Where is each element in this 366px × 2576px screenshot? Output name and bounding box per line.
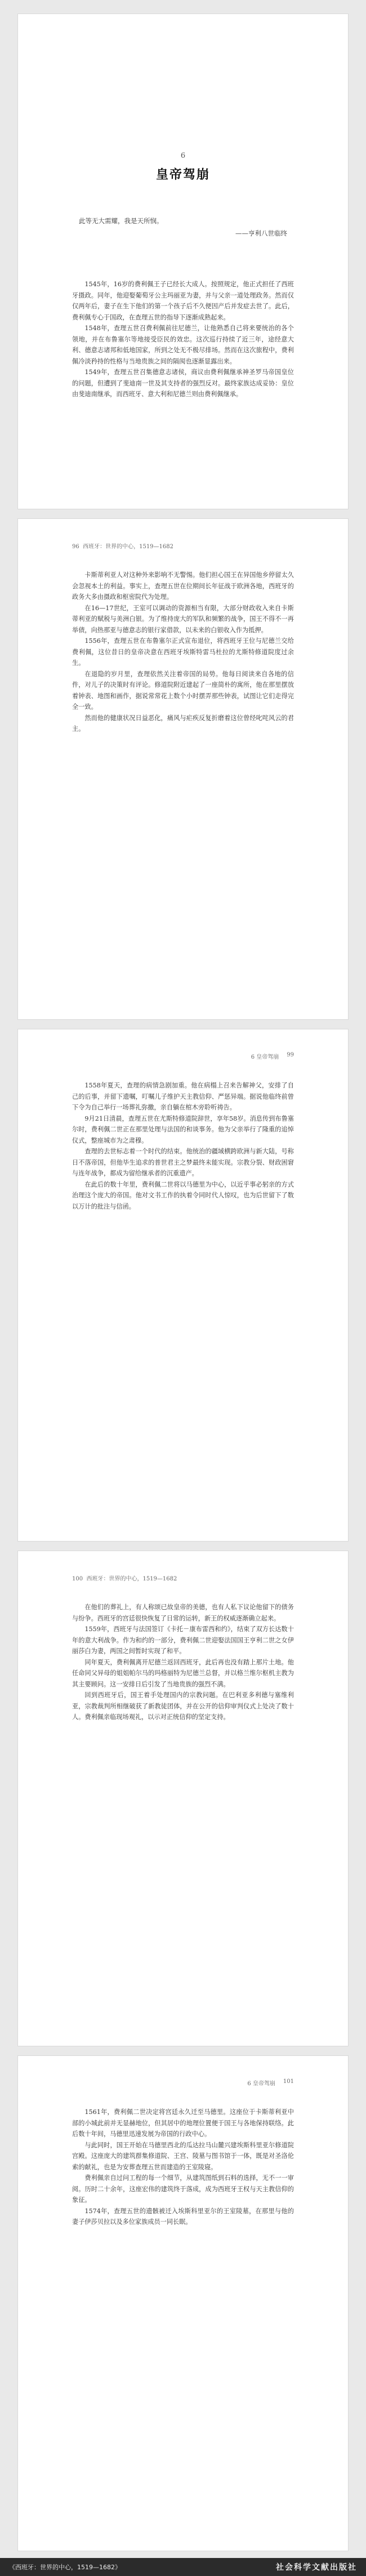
paragraph: 回到西班牙后，国王着手处理国内的宗教问题。在巴利亚多利德与塞维利亚，宗教裁判所相继破获了新教徒团体，并在公开的信仰审判仪式上处决了数十人。费利佩亲临现场观礼，以示对正统信仰的坚定支持。 [72, 1691, 294, 1721]
paragraph: 在此后的数十年里，费利佩二世将以马德里为中心，以近乎事必躬亲的方式治理这个庞大的帝国。他对文书工作的执着令同时代人惊叹，也为后世留下了数以万计的批注与信函。 [72, 1180, 294, 1210]
page-number: 96 西班牙：世界的中心，1519—1682 [72, 544, 173, 550]
paragraph: 1545年，16岁的费利佩王子已经长大成人。按照规定，他正式担任了西班牙摄政。同年，他迎娶葡萄牙公主玛丽亚为妻，并与父亲一道处理政务。然而仅仅两年后，妻子在生下他们的第一个孩子后不久便因产后并发症去世了。此后，费利佩专心于国政，在查理五世的指导下逐渐成熟起来。 [72, 281, 294, 321]
book-title-link[interactable]: 《西班牙：世界的中心，1519—1682》 [9, 2564, 121, 2571]
reader-footer-bar [0, 2558, 366, 2576]
page-number: 100 西班牙：世界的中心，1519—1682 [72, 1576, 177, 1582]
paragraph: 1574年，查理五世的遗骸被迁入埃斯科里亚尔的王室陵墓，在那里与他的妻子伊莎贝拉以及多位家族成员一同长眠。 [72, 2207, 294, 2226]
running-title: 西班牙：世界的中心，1519—1682 [83, 544, 173, 550]
paragraph: 同年夏天，费利佩离开尼德兰返回西班牙，此后再也没有踏上那片土地。他任命同父异母的姐姐帕尔马的玛格丽特为尼德兰总督，并以格兰维尔枢机主教为其主要顾问。这一安排日后引发了当地贵族的强烈不满。 [72, 1658, 294, 1688]
running-title: 6 皇帝驾崩 [251, 1054, 279, 1060]
running-title: 6 皇帝驾崩 [247, 2081, 275, 2087]
publisher-logo: 社会科学文献出版社 [276, 2563, 357, 2572]
book-page-2 [17, 518, 349, 1020]
paragraph: 费利佩亲自过问工程的每一个细节，从建筑图纸到石料的选择，无不一一审阅。历时二十余年，这座宏伟的建筑终于落成，成为西班牙王权与天主教信仰的象征。 [72, 2174, 294, 2204]
chapter-title: 皇帝驾崩 [155, 167, 210, 182]
paragraph: 在16—17世纪，王室可以调动的资源相当有限，大部分财政收入来自卡斯蒂利亚的赋税与美洲白银。为了维持庞大的军队和频繁的战争，国王不得不一再举债，向热那亚与德意志的银行家借款，以未来的白银收入作为抵押。 [72, 604, 294, 634]
page-body [72, 570, 294, 735]
running-header [72, 541, 294, 550]
book-page-1 [17, 14, 349, 509]
epigraph-text: 此等无大需耀，我是天所悯。 [79, 217, 163, 225]
paragraph: 1558年夏天，查理的病情急剧加重。他在病榻上召来告解神父，安排了自己的后事，并留下遗嘱，叮嘱儿子维护天主教信仰、严惩异端。据说他临终前曾下令为自己举行一场葬礼弥撒，亲自躺在棺木旁聆听祷告。 [72, 1082, 294, 1111]
running-title: 西班牙：世界的中心，1519—1682 [86, 1576, 177, 1582]
paragraph: 1549年，查理五世召集德意志诸侯，商议由费利佩继承神圣罗马帝国皇位的问题，但遭到了斐迪南一世及其支持者的强烈反对。最终家族达成妥协：皇位由斐迪南继承，而西班牙、意大利和尼德兰则由费利佩继承。 [72, 368, 294, 398]
paragraph: 查理的去世标志着一个时代的结束。他统治的疆域横跨欧洲与新大陆，号称日不落帝国，但他毕生追求的普世君主之梦最终未能实现。宗教分裂、财政困窘与连年战争，都成为留给继承者的沉重遗产。 [72, 1148, 294, 1177]
book-page-3 [17, 1029, 349, 1542]
running-header [72, 1574, 294, 1582]
paragraph: 9月21日清晨，查理五世在尤斯特修道院辞世，享年58岁。消息传到布鲁塞尔时，费利佩二世正在那里处理与法国的和谈事务。他为父亲举行了隆重的追悼仪式，整座城市为之肃穆。 [72, 1114, 294, 1144]
page-body [72, 1080, 294, 1212]
paragraph: 然而他的健康状况日益恶化，痛风与疟疾反复折磨着这位曾经叱咤风云的君主。 [72, 714, 294, 732]
paragraph: 在他们的葬礼上，有人称颂已故皇帝的美德，也有人私下议论他留下的债务与纷争。西班牙的宫廷很快恢复了日常的运转，新王的权威逐渐确立起来。 [72, 1604, 294, 1622]
paragraph: 卡斯蒂利亚人对这种外来影响不无警惕。他们担心国王在异国他乡停留太久会忽视本土的利益。事实上，查理五世在位期间长年征战于欧洲各地，西班牙的政务大多由摄政和枢密院代为处理。 [72, 571, 294, 601]
epigraph-attribution: ——亨利八世临终 [235, 229, 287, 237]
paragraph: 1559年，西班牙与法国签订《卡托－康布雷西和约》，结束了双方长达数十年的意大利战争。作为和约的一部分，费利佩二世迎娶法国国王亨利二世之女伊丽莎白为妻，两国之间暂时实现了和平。 [72, 1625, 294, 1655]
running-header [72, 2078, 294, 2087]
paragraph: 1548年，查理五世召费利佩前往尼德兰，让他熟悉自己将来要统治的各个领地，并在布鲁塞尔等地接受臣民的效忠。这次巡行持续了近三年，途经意大利、德意志诸邦和低地国家，所到之处无不极尽排场。然而在这次旅程中，费利佩冷淡矜持的性格与当地贵族之间的隔阂也逐渐显露出来。 [72, 325, 294, 365]
running-header [72, 1052, 294, 1060]
page-number: 101 [283, 2078, 294, 2085]
chapter-epigraph [79, 216, 287, 238]
paragraph: 与此同时，国王开始在马德里西北的瓜达拉马山麓兴建埃斯科里亚尔修道院宫殿。这座庞大的建筑群集修道院、王宫、陵墓与图书馆于一体，既是对圣洛伦索的献礼，也是为安葬查理五世而建造的王室陵寝。 [72, 2141, 294, 2171]
paragraph: 1556年，查理五世在布鲁塞尔正式宣布退位，将西班牙王位与尼德兰交给费利佩，这位昔日的皇帝决意在西班牙埃斯特雷马杜拉的尤斯特修道院度过余生。 [72, 637, 294, 667]
chapter-number: 6 [180, 152, 186, 160]
paragraph: 1561年，费利佩二世决定将宫廷永久迁至马德里。这座位于卡斯蒂利亚中部的小城此前并无显赫地位，但其居中的地理位置便于国王与各地保持联络。此后数十年间，马德里迅速发展为帝国的行政中心。 [72, 2108, 294, 2138]
book-page-5 [17, 2055, 349, 2551]
page-body [72, 1602, 294, 1723]
page-number: 99 [287, 1052, 294, 1058]
page-body [72, 2107, 294, 2228]
paragraph: 在退隐的岁月里，查理依然关注着帝国的局势。他每日阅读来自各地的信件，对儿子的决策时有评论。修道院附近建起了一座简朴的寓所，他在那里摆放着钟表、地图和画作，据说常常花上数个小时摆弄那些钟表，试图让它们走得完全一致。 [72, 670, 294, 710]
book-page-4 [17, 1551, 349, 2046]
page-body [72, 279, 294, 400]
